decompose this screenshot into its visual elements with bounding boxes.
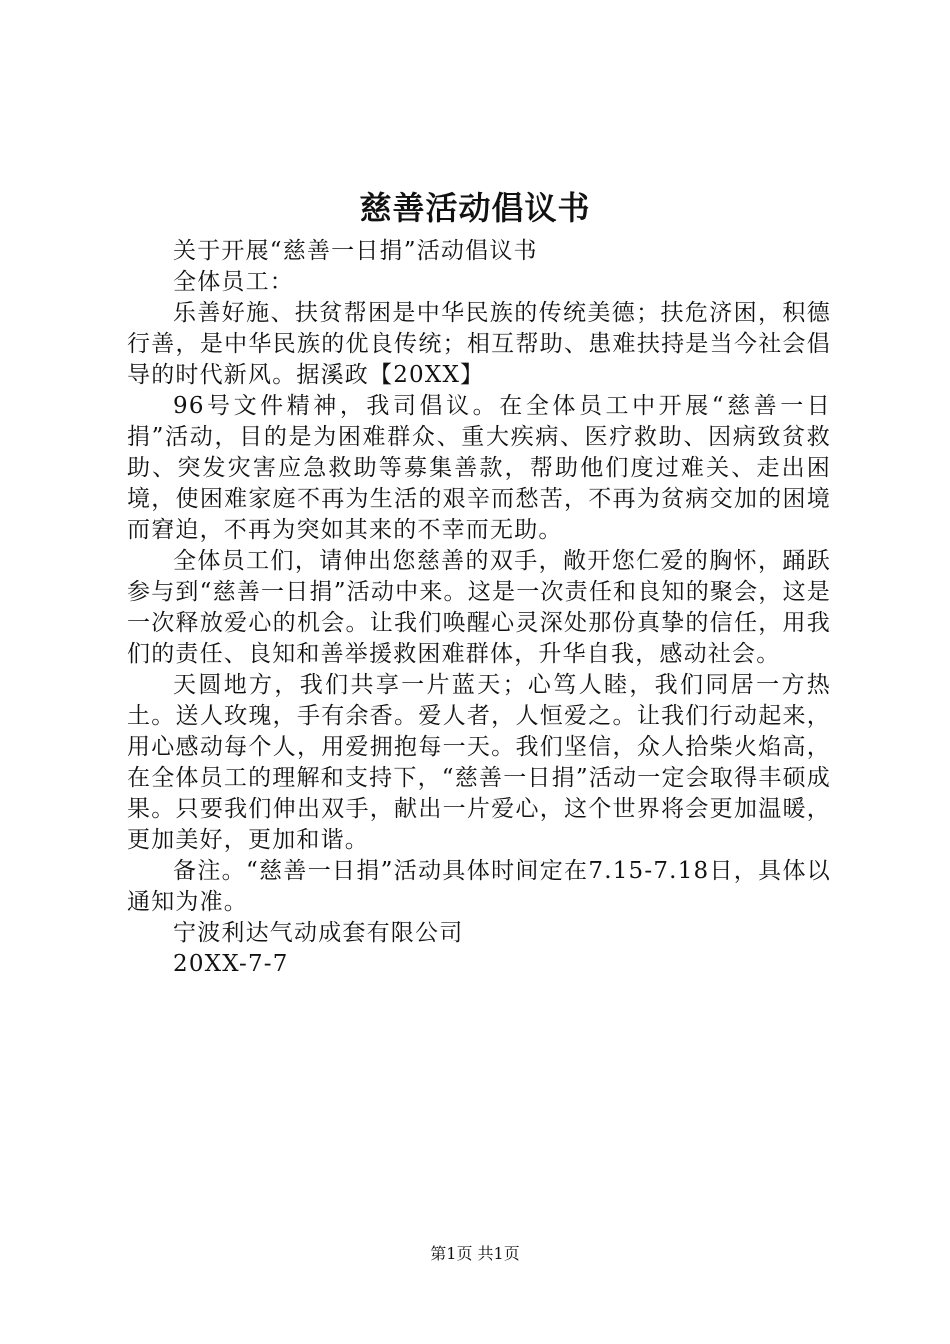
- company-name: 宁波利达气动成套有限公司: [173, 920, 464, 946]
- paragraph-1: 乐善好施、扶贫帮困是中华民族的传统美德；扶危济困，积德行善，是中华民族的优良传统；相互帮助、患难扶持是当今社会倡导的时代新风。据溪政【20XX】: [127, 300, 831, 388]
- paragraph-3: 全体员工们，请伸出您慈善的双手，敞开您仁爱的胸怀，踊跃参与到“慈善一日捐”活动中来。这是一次责任和良知的聚会，这是一次释放爱心的机会。让我们唤醒心灵深处那份真挚的信任，用我们的责任、良知和善举援救困难群体，升华自我，感动社会。: [127, 548, 831, 667]
- paragraph-2: 96号文件精神，我司倡议。在全体员工中开展“慈善一日捐”活动，目的是为困难群众、重大疾病、医疗救助、因病致贫救助、突发灾害应急救助等募集善款，帮助他们度过难关、走出困境，使困难家庭不再为生活的艰辛而愁苦，不再为贫病交加的困境而窘迫，不再为突如其来的不幸而无助。: [127, 393, 831, 543]
- paragraph-5: 备注。“慈善一日捐”活动具体时间定在7.15-7.18日，具体以通知为准。: [127, 858, 831, 915]
- document-date: 20XX-7-7: [173, 951, 289, 977]
- document-subtitle: 关于开展“慈善一日捐”活动倡议书: [173, 238, 538, 264]
- document-body: [127, 236, 831, 980]
- page-number: 第1页 共1页: [430, 1244, 520, 1263]
- document-title: 慈善活动倡议书: [359, 189, 591, 227]
- salutation: 全体员工：: [173, 269, 294, 295]
- paragraph-4: 天圆地方，我们共享一片蓝天；心笃人睦，我们同居一方热土。送人玫瑰，手有余香。爱人者，人恒爱之。让我们行动起来，用心感动每个人，用爱拥抱每一天。我们坚信，众人拾柴火焰高，在全体员工的理解和支持下，“慈善一日捐”活动一定会取得丰硕成果。只要我们伸出双手，献出一片爱心，这个世界将会更加温暖，更加美好，更加和谐。: [127, 672, 831, 853]
